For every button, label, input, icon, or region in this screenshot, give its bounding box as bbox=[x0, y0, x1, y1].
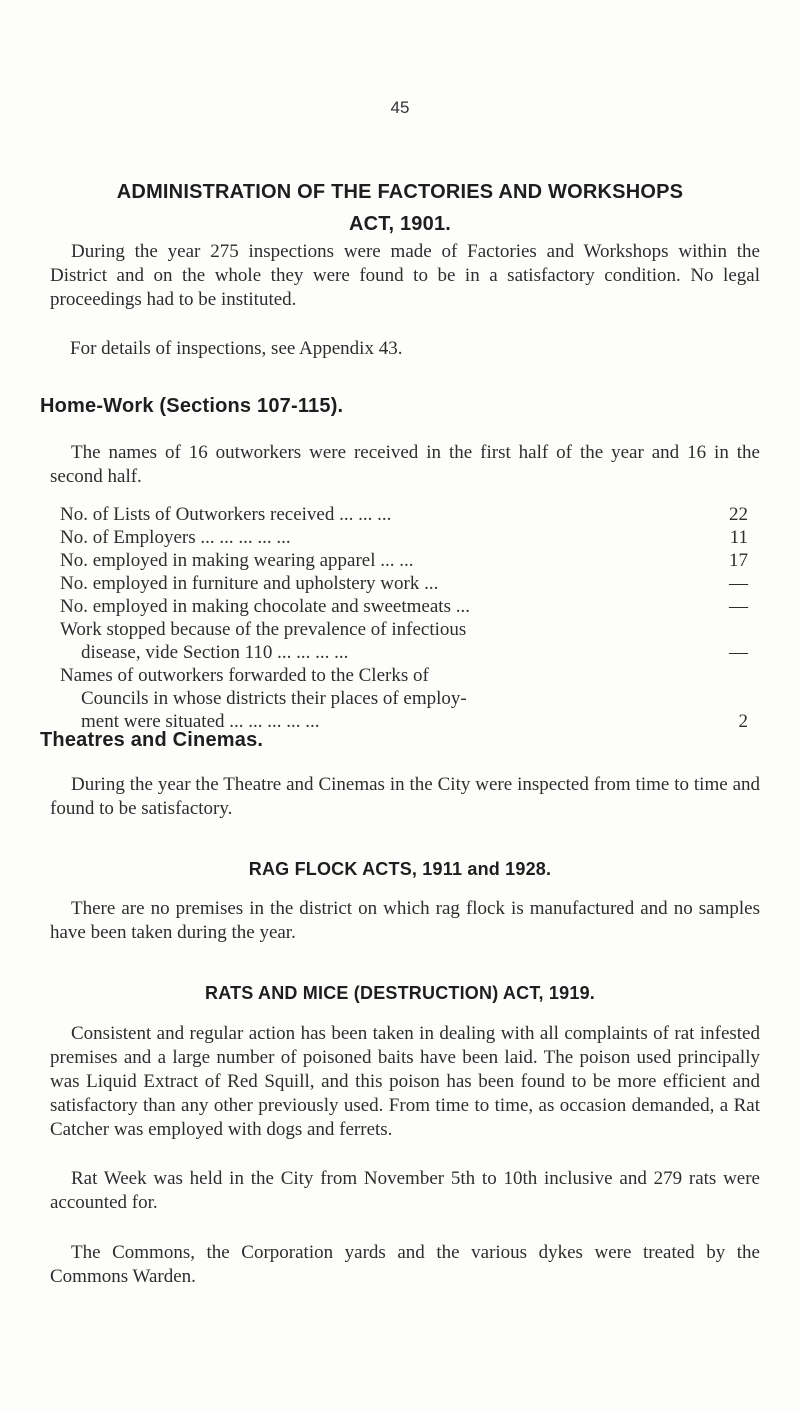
list-item-value: 11 bbox=[729, 527, 748, 548]
work-stopped-value: — bbox=[729, 642, 748, 663]
list-item-value: — bbox=[729, 573, 748, 594]
factories-act-title bbox=[40, 176, 760, 240]
list-item-label: No. employed in making chocolate and sweetmeats ... bbox=[60, 596, 470, 617]
work-stopped-line2: disease, vide Section 110 ... ... ... ... bbox=[81, 642, 349, 663]
page-number: 45 bbox=[390, 98, 410, 117]
list-item bbox=[60, 526, 760, 549]
list-item bbox=[60, 549, 760, 572]
names-forwarded-value: 2 bbox=[738, 711, 748, 732]
homework-intro: The names of 16 outworkers were received in the first half of the year and 16 in the second half. bbox=[50, 442, 760, 487]
list-item-value: 17 bbox=[729, 550, 748, 571]
list-item-label: No. employed in making wearing apparel ... ... bbox=[60, 550, 414, 571]
list-item bbox=[60, 595, 760, 618]
rag-flock-heading: RAG FLOCK ACTS, 1911 and 1928. bbox=[248, 859, 552, 879]
theatres-heading: Theatres and Cinemas. bbox=[40, 729, 264, 751]
outworkers-list bbox=[60, 503, 760, 733]
factories-appendix-note: For details of inspections, see Appendix 43. bbox=[70, 338, 403, 359]
names-forwarded-line1: Names of outworkers forwarded to the Clerks of bbox=[60, 665, 429, 686]
commons-paragraph: The Commons, the Corporation yards and the various dykes were treated by the Commons Warden. bbox=[50, 1242, 760, 1287]
rat-week-paragraph: Rat Week was held in the City from November 5th to 10th inclusive and 279 rats were accounted for. bbox=[50, 1168, 760, 1213]
list-item bbox=[60, 572, 760, 595]
names-forwarded-line3: ment were situated ... ... ... ... ... bbox=[81, 711, 320, 732]
names-forwarded-line2: Councils in whose districts their places of employ- bbox=[81, 688, 467, 709]
factories-inspection-paragraph: During the year 275 inspections were made of Factories and Workshops within the District and on the whole they were found to be in a satisfactory condition. No legal proceedings had to be instituted. bbox=[50, 241, 760, 310]
list-item-label: No. of Lists of Outworkers received ... ... ... bbox=[60, 504, 392, 525]
list-item bbox=[60, 503, 760, 526]
list-item-value: 22 bbox=[729, 504, 748, 525]
list-item-label: No. of Employers ... ... ... ... ... bbox=[60, 527, 291, 548]
factories-title-line2: ACT, 1901. bbox=[348, 213, 452, 235]
rag-flock-paragraph: There are no premises in the district on which rag flock is manufactured and no samples have been taken during the year. bbox=[50, 898, 760, 943]
names-forwarded-item bbox=[60, 664, 760, 733]
list-item-value: — bbox=[729, 596, 748, 617]
work-stopped-item bbox=[60, 618, 760, 664]
factories-title-line1: ADMINISTRATION OF THE FACTORIES AND WORKSHOPS bbox=[116, 181, 684, 203]
list-item-label: No. employed in furniture and upholstery work ... bbox=[60, 573, 439, 594]
rats-mice-heading: RATS AND MICE (DESTRUCTION) ACT, 1919. bbox=[205, 983, 595, 1003]
homework-heading: Home-Work (Sections 107-115). bbox=[40, 395, 344, 417]
work-stopped-line1: Work stopped because of the prevalence of infectious bbox=[60, 619, 467, 640]
rats-action-paragraph: Consistent and regular action has been taken in dealing with all complaints of rat infested premises and a large number of poisoned baits have been laid. The poison used principally was Liquid Extract of Red Squill, and this poison has been found to be more efficient and satisfactory than any other previously used. From time to time, as occasion demanded, a Rat Catcher was employed with dogs and ferrets. bbox=[50, 1023, 760, 1140]
theatres-paragraph: During the year the Theatre and Cinemas in the City were inspected from time to time and found to be satisfactory. bbox=[50, 774, 760, 819]
